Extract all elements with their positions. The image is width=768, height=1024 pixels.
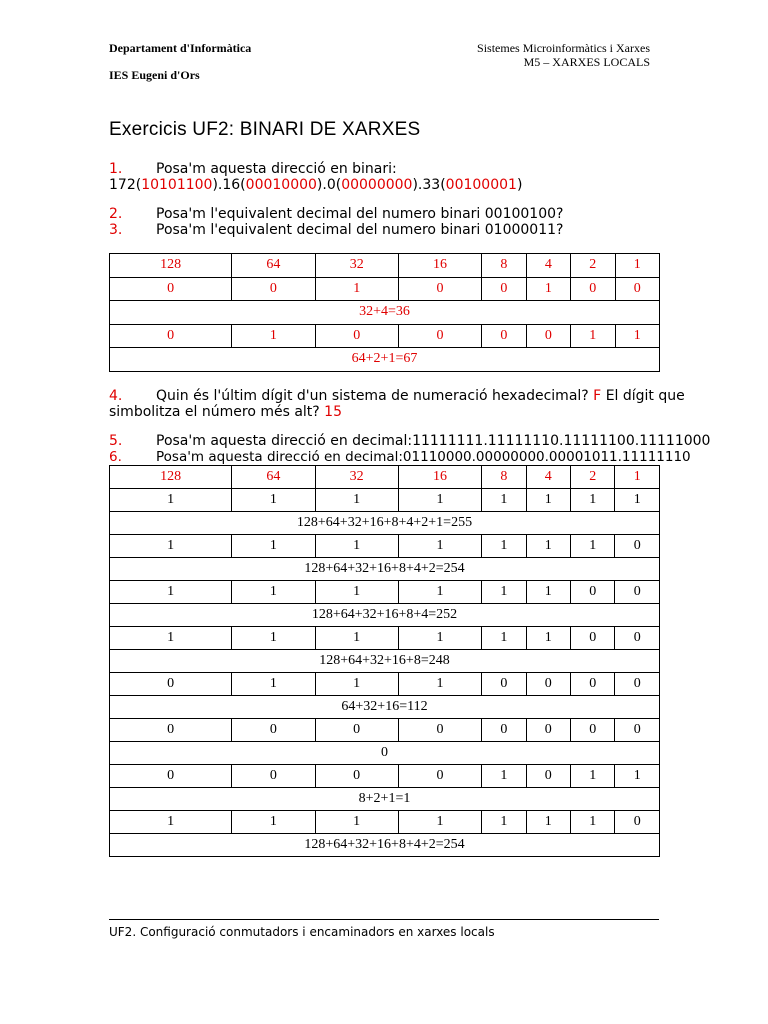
place-value-cell: 1 <box>615 254 659 278</box>
footer-text: UF2. Configuració conmutadors i encaminadors en xarxes locals <box>109 925 495 939</box>
table-row <box>110 834 660 857</box>
bit-cell: 1 <box>615 489 660 512</box>
school-name: IES Eugeni d'Ors <box>109 68 200 82</box>
question-text: simbolitza el número més alt? <box>109 404 320 420</box>
answer-text: 15 <box>324 404 342 420</box>
place-value-cell: 4 <box>526 466 570 489</box>
bit-cell: 1 <box>571 765 615 788</box>
bit-cell: 1 <box>482 581 526 604</box>
question-number: 6. <box>109 449 122 465</box>
bit-cell: 1 <box>571 489 615 512</box>
bit-cell: 0 <box>571 581 615 604</box>
bit-cell: 0 <box>615 581 660 604</box>
footer-divider <box>109 919 659 920</box>
answer-octet: 10101100 <box>141 177 213 193</box>
sum-cell: 32+4=36 <box>110 301 660 325</box>
bit-cell: 0 <box>526 719 570 742</box>
question-6 <box>109 450 691 465</box>
bit-cell: 0 <box>232 277 315 301</box>
sum-cell: 128+64+32+16+8+4+2=254 <box>110 558 660 581</box>
place-value-cell: 128 <box>110 254 232 278</box>
bit-cell: 1 <box>232 581 315 604</box>
question-text: Quin és l'últim dígit d'un sistema de numeració hexadecimal? <box>156 388 589 404</box>
bit-cell: 1 <box>571 811 615 834</box>
sum-cell: 64+32+16=112 <box>110 696 660 719</box>
bit-cell: 1 <box>315 277 398 301</box>
bit-cell: 0 <box>398 765 481 788</box>
sum-cell: 0 <box>110 742 660 765</box>
bit-cell: 0 <box>110 277 232 301</box>
bit-cell: 0 <box>110 719 232 742</box>
sum-cell: 128+64+32+16+8=248 <box>110 650 660 673</box>
binary-table-1 <box>109 253 660 372</box>
question-text: Posa'm aquesta direcció en binari: <box>156 161 397 177</box>
place-value-cell: 8 <box>482 466 526 489</box>
place-value-cell: 4 <box>526 254 570 278</box>
bit-cell: 1 <box>315 535 398 558</box>
bit-cell: 1 <box>398 489 481 512</box>
sum-cell: 8+2+1=1 <box>110 788 660 811</box>
bit-cell: 0 <box>526 673 570 696</box>
question-4 <box>109 388 685 420</box>
table-row <box>110 673 660 696</box>
place-value-cell: 16 <box>398 254 481 278</box>
place-value-cell: 128 <box>110 466 232 489</box>
question-5 <box>109 433 710 449</box>
bit-cell: 1 <box>398 627 481 650</box>
bit-cell: 1 <box>526 581 570 604</box>
table-row <box>110 627 660 650</box>
table-row <box>110 765 660 788</box>
bit-cell: 1 <box>526 811 570 834</box>
place-value-cell: 32 <box>315 466 398 489</box>
bit-cell: 1 <box>110 535 232 558</box>
bit-cell: 1 <box>482 627 526 650</box>
question-number: 5. <box>109 433 123 449</box>
bit-cell: 0 <box>571 673 615 696</box>
table-row <box>110 558 660 581</box>
table-row <box>110 719 660 742</box>
bit-cell: 1 <box>526 277 570 301</box>
table-header-row <box>110 466 660 489</box>
bit-cell: 0 <box>615 719 660 742</box>
header-left <box>109 41 251 82</box>
place-value-cell: 64 <box>232 466 315 489</box>
question-text: Posa'm l'equivalent decimal del numero binari 00100100? <box>156 206 564 222</box>
answer-octet: 00010000 <box>245 177 317 193</box>
bit-cell: 1 <box>315 489 398 512</box>
bit-cell: 0 <box>110 673 232 696</box>
bit-cell: 0 <box>526 765 570 788</box>
sum-cell: 128+64+32+16+8+4+2=254 <box>110 834 660 857</box>
bit-cell: 0 <box>315 765 398 788</box>
place-value-cell: 32 <box>315 254 398 278</box>
place-value-cell: 8 <box>482 254 526 278</box>
bit-cell: 0 <box>232 765 315 788</box>
bit-cell: 1 <box>615 765 660 788</box>
table-row <box>110 742 660 765</box>
bit-cell: 0 <box>110 765 232 788</box>
place-value-cell: 16 <box>398 466 481 489</box>
bit-cell: 1 <box>526 627 570 650</box>
course-name: Sistemes Microinformàtics i Xarxes <box>477 41 650 55</box>
place-value-cell: 64 <box>232 254 315 278</box>
question-number: 4. <box>109 388 123 404</box>
table-row <box>110 811 660 834</box>
bit-cell: 1 <box>110 811 232 834</box>
bit-cell: 1 <box>571 535 615 558</box>
bit-cell: 0 <box>110 324 232 348</box>
bit-cell: 1 <box>482 765 526 788</box>
table-row <box>110 348 660 372</box>
bit-cell: 0 <box>482 673 526 696</box>
bit-cell: 1 <box>110 581 232 604</box>
bit-cell: 1 <box>482 811 526 834</box>
bit-cell: 0 <box>482 719 526 742</box>
bit-cell: 1 <box>615 324 659 348</box>
bit-cell: 1 <box>571 324 615 348</box>
question-2 <box>109 206 563 222</box>
bit-cell: 0 <box>315 324 398 348</box>
bit-cell: 1 <box>110 489 232 512</box>
table-row <box>110 788 660 811</box>
bit-cell: 0 <box>615 673 660 696</box>
answer-text: F <box>593 388 602 404</box>
question-text: Posa'm aquesta direcció en decimal:11111111.11111110.11111100.11111000 <box>156 433 711 449</box>
department-name: Departament d'Informàtica <box>109 41 252 55</box>
answer-octet: 00100001 <box>445 177 517 193</box>
bit-cell: 0 <box>615 811 660 834</box>
bit-cell: 1 <box>398 581 481 604</box>
bit-cell: 1 <box>526 535 570 558</box>
bit-cell: 0 <box>571 277 615 301</box>
bit-cell: 1 <box>398 535 481 558</box>
bit-cell: 1 <box>315 581 398 604</box>
answer-octet: 00000000 <box>341 177 413 193</box>
bit-cell: 1 <box>315 673 398 696</box>
bit-cell: 0 <box>398 719 481 742</box>
question-1 <box>109 161 522 193</box>
bit-cell: 0 <box>571 719 615 742</box>
table-row <box>110 696 660 719</box>
table-row <box>110 535 660 558</box>
place-value-cell: 2 <box>571 254 615 278</box>
table-row <box>110 581 660 604</box>
place-value-cell: 1 <box>615 466 660 489</box>
bit-cell: 1 <box>232 489 315 512</box>
bit-cell: 0 <box>615 535 660 558</box>
header-right <box>477 41 650 69</box>
bit-cell: 0 <box>315 719 398 742</box>
sum-cell: 64+2+1=67 <box>110 348 660 372</box>
bit-cell: 0 <box>482 324 526 348</box>
bit-cell: 0 <box>526 324 570 348</box>
bit-cell: 0 <box>398 277 481 301</box>
answer-binary-ip: 172(10101100).16(00010000).0(00000000).33(00100001) <box>109 177 523 193</box>
bit-cell: 1 <box>315 627 398 650</box>
sum-cell: 128+64+32+16+8+4=252 <box>110 604 660 627</box>
bit-cell: 1 <box>398 811 481 834</box>
bit-cell: 1 <box>232 535 315 558</box>
question-text: Posa'm aquesta direcció en decimal:01110000.00000000.00001011.11111110 <box>156 449 691 465</box>
bit-cell: 0 <box>615 627 660 650</box>
question-number: 3. <box>109 222 123 238</box>
bit-cell: 1 <box>315 811 398 834</box>
question-text: Posa'm l'equivalent decimal del numero binari 01000011? <box>156 222 564 238</box>
table-row <box>110 324 660 348</box>
bit-cell: 1 <box>482 535 526 558</box>
bit-cell: 1 <box>232 627 315 650</box>
table-row <box>110 489 660 512</box>
bit-cell: 1 <box>398 673 481 696</box>
bit-cell: 0 <box>232 719 315 742</box>
sum-cell: 128+64+32+16+8+4+2+1=255 <box>110 512 660 535</box>
question-number: 1. <box>109 161 123 177</box>
bit-cell: 1 <box>482 489 526 512</box>
table-row <box>110 604 660 627</box>
table-header-row <box>110 254 660 278</box>
bit-cell: 0 <box>615 277 659 301</box>
module-name: M5 – XARXES LOCALS <box>523 55 650 69</box>
question-3 <box>109 222 563 238</box>
binary-table-2 <box>109 465 660 857</box>
bit-cell: 0 <box>571 627 615 650</box>
table-row <box>110 512 660 535</box>
table-row <box>110 301 660 325</box>
bit-cell: 1 <box>526 489 570 512</box>
bit-cell: 0 <box>482 277 526 301</box>
question-number: 2. <box>109 206 123 222</box>
bit-cell: 1 <box>232 324 315 348</box>
bit-cell: 0 <box>398 324 481 348</box>
bit-cell: 1 <box>232 673 315 696</box>
table-row <box>110 277 660 301</box>
question-text: El dígit que <box>605 388 685 404</box>
page-title: Exercicis UF2: BINARI DE XARXES <box>109 119 421 140</box>
bit-cell: 1 <box>110 627 232 650</box>
place-value-cell: 2 <box>571 466 615 489</box>
bit-cell: 1 <box>232 811 315 834</box>
table-row <box>110 650 660 673</box>
